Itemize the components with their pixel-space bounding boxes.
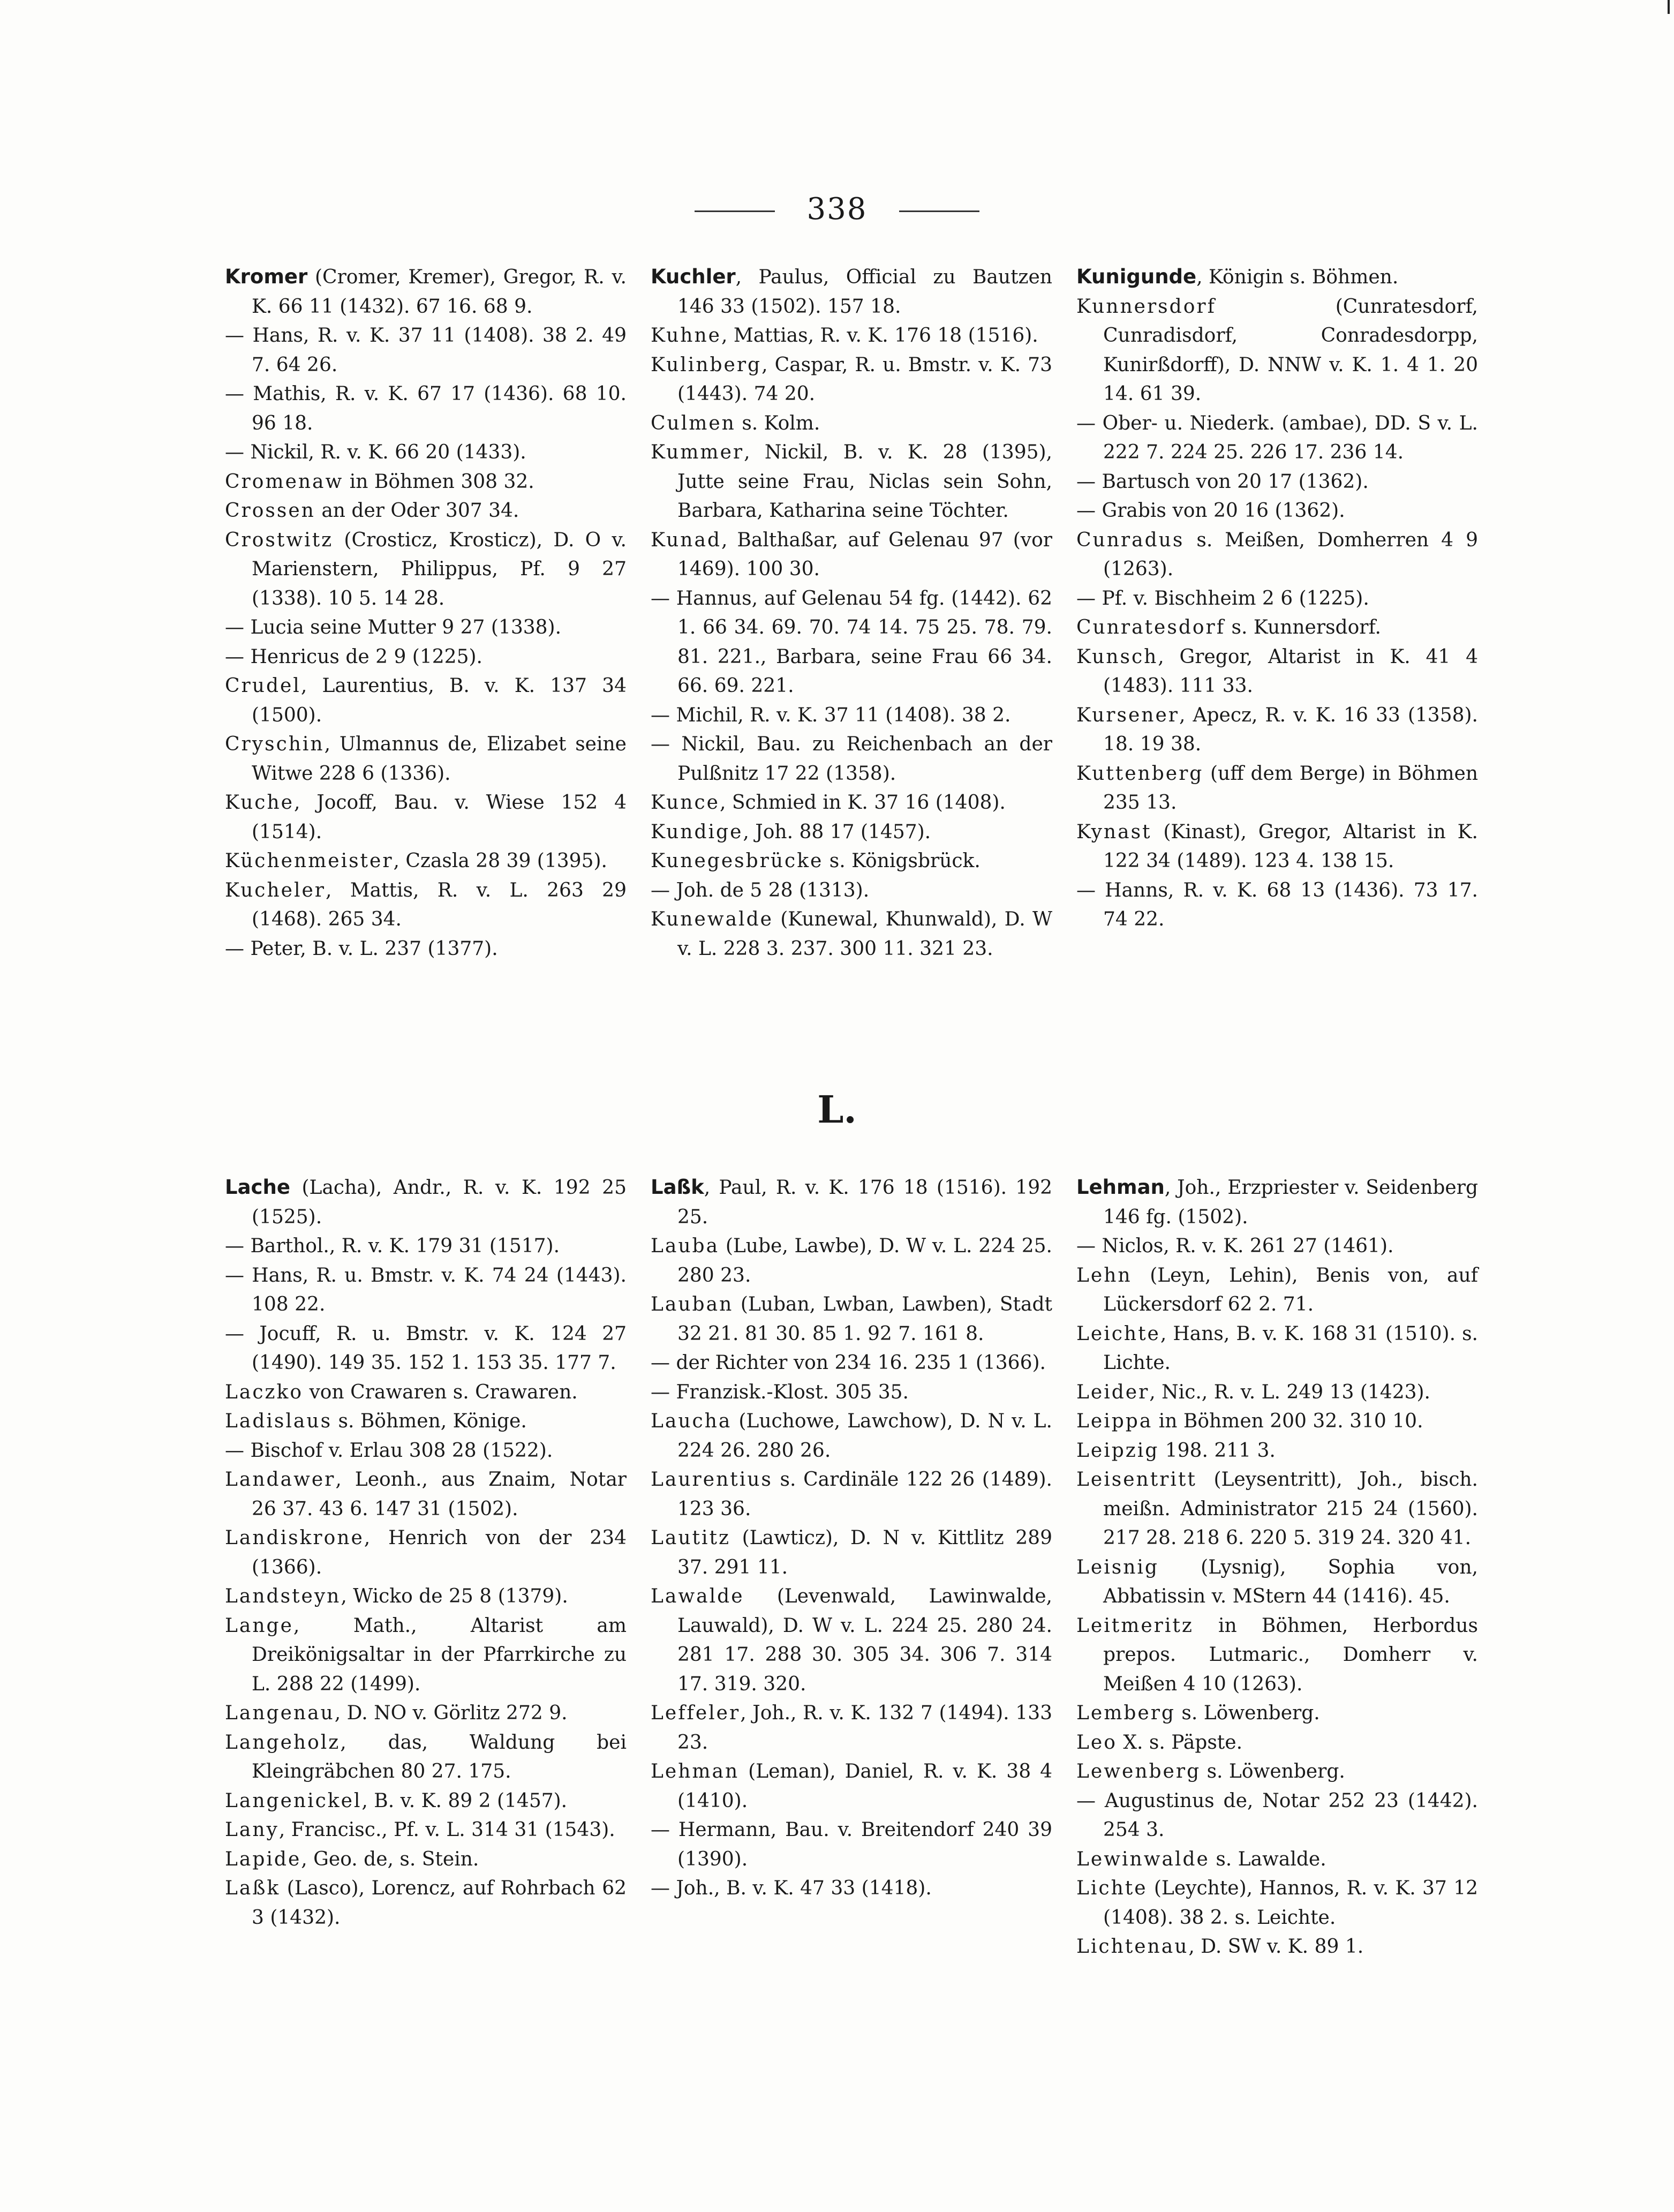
- index-entry-name: Lehn: [1076, 1264, 1132, 1286]
- index-entry: [225, 1699, 627, 1728]
- index-entry-text: — Jocuff, R. u. Bmstr. v. K. 124 27 (1490). 149 35. 152 1. 153 35. 177 7.: [225, 1322, 627, 1374]
- index-entry: [1076, 876, 1478, 935]
- index-entry: [651, 730, 1052, 788]
- index-entry-name: Kursener: [1076, 704, 1179, 726]
- index-entry: [225, 1173, 627, 1232]
- index-entry: [1076, 701, 1478, 759]
- index-entry-text: , Gregor, Altarist in K. 41 4 (1483). 111 33.: [1103, 645, 1478, 697]
- index-entry-text: (Lacha), Andr., R. v. K. 192 25 (1525).: [252, 1177, 627, 1228]
- index-entry-name: Kunad: [651, 529, 721, 551]
- index-entry: [1076, 1378, 1478, 1408]
- index-entry-name: Kucheler: [225, 879, 326, 901]
- index-entry-headword: Lehman: [1076, 1176, 1165, 1199]
- index-entry-text: s. Kunnersdorf.: [1225, 616, 1381, 638]
- index-entry-name: Lawalde: [651, 1585, 744, 1607]
- index-entry: [651, 409, 1052, 439]
- margin-tick: [1668, 0, 1670, 14]
- index-entry-text: s. Meißen, Domherren 4 9 (1263).: [1103, 529, 1478, 580]
- index-entry-text: — Peter, B. v. L. 237 (1377).: [225, 937, 498, 960]
- index-entry-name: Leippa: [1076, 1410, 1153, 1432]
- index-entry-name: Kynast: [1076, 821, 1152, 843]
- index-entry-name: Kuche: [225, 792, 294, 814]
- index-entry: [225, 321, 627, 380]
- index-entry-text: in Böhmen 308 32.: [343, 470, 534, 493]
- index-entry-name: Leisnig: [1076, 1556, 1159, 1578]
- index-entry-name: Kunnersdorf: [1076, 295, 1216, 318]
- index-entry-text: — Nickil, R. v. K. 66 20 (1433).: [225, 441, 526, 463]
- index-entry-text: , das, Waldung bei Kleingräbchen 80 27. 175.: [252, 1731, 627, 1782]
- index-column-2: [651, 262, 1052, 964]
- index-column-3: [1076, 262, 1478, 964]
- index-entry-text: — Hannus, auf Gelenau 54 fg. (1442). 62 1. 66 34. 69. 70. 74 14. 75 25. 78. 79. 81. 221., Barbara, seine Frau 66 34. 66. 69. 221.: [651, 587, 1052, 697]
- index-entry: [651, 1378, 1052, 1408]
- index-entry-name: Crudel: [225, 675, 301, 697]
- index-entry: [1076, 613, 1478, 643]
- index-entry: [651, 1874, 1052, 1903]
- index-entry: [1076, 1232, 1478, 1261]
- index-entry-text: (Lube, Lawbe), D. W v. L. 224 25. 280 23.: [677, 1235, 1052, 1286]
- index-entry: [225, 613, 627, 643]
- index-column-1: [225, 262, 627, 964]
- index-entry-text: — Michil, R. v. K. 37 11 (1408). 38 2.: [651, 704, 1011, 726]
- bottom-index-block: [225, 1173, 1478, 1962]
- index-entry-headword: Kuchler: [651, 265, 736, 288]
- index-entry-name: Landsteyn: [225, 1585, 341, 1607]
- index-entry-text: — Hans, R. u. Bmstr. v. K. 74 24 (1443). 108 22.: [225, 1264, 627, 1315]
- index-entry: [1076, 1699, 1478, 1728]
- index-entry: [651, 1465, 1052, 1524]
- index-entry: [225, 1320, 627, 1378]
- index-entry-text: — Hans, R. v. K. 37 11 (1408). 38 2. 49 7. 64 26.: [225, 325, 627, 376]
- index-entry: [225, 876, 627, 935]
- index-entry-text: , Caspar, R. u. Bmstr. v. K. 73 (1443). 74 20.: [677, 353, 1052, 405]
- index-entry-text: , Königin s. Böhmen.: [1196, 266, 1399, 288]
- index-entry-name: Lapide: [225, 1848, 301, 1870]
- index-column-4: [225, 1173, 627, 1962]
- index-entry: [1076, 262, 1478, 292]
- index-entry: [1076, 409, 1478, 468]
- index-entry: [1076, 1173, 1478, 1232]
- index-entry-text: — Pf. v. Bischheim 2 6 (1225).: [1076, 587, 1369, 610]
- index-entry: [651, 847, 1052, 876]
- index-entry-name: Crossen: [225, 500, 315, 522]
- index-entry-name: Lautitz: [651, 1527, 730, 1549]
- index-entry-text: , Geo. de, s. Stein.: [301, 1848, 479, 1870]
- index-entry-text: , Joh., R. v. K. 132 7 (1494). 133 23.: [677, 1702, 1052, 1754]
- index-entry-name: Kunewalde: [651, 908, 773, 930]
- index-entry-text: — Hermann, Bau. v. Breitendorf 240 39 (1390).: [651, 1819, 1052, 1870]
- index-entry-text: (Kinast), Gregor, Altarist in K. 122 34 (1489). 123 4. 138 15.: [1103, 821, 1478, 872]
- index-entry: [225, 788, 627, 847]
- index-entry: [651, 876, 1052, 906]
- index-entry-text: (Luban, Lwban, Lawben), Stadt 32 21. 81 30. 85 1. 92 7. 161 8.: [677, 1293, 1052, 1345]
- index-entry-text: , Leonh., aus Znaim, Notar 26 37. 43 6. 147 31 (1502).: [252, 1469, 627, 1520]
- index-entry-name: Kundige: [651, 821, 743, 843]
- index-entry: [225, 1465, 627, 1524]
- letter-section-heading: L.: [817, 1087, 857, 1132]
- index-entry-name: Kulinberg: [651, 353, 762, 376]
- index-entry: [225, 643, 627, 672]
- index-entry: [1076, 1757, 1478, 1787]
- index-entry: [651, 1757, 1052, 1816]
- index-entry: [651, 262, 1052, 321]
- index-entry-name: Lauba: [651, 1235, 720, 1257]
- index-entry: [651, 1349, 1052, 1378]
- index-entry: [225, 1261, 627, 1320]
- index-entry: [1076, 1787, 1478, 1845]
- index-entry-text: , D. SW v. K. 89 1.: [1188, 1936, 1364, 1958]
- index-entry: [651, 351, 1052, 409]
- page-number-rule-right: [899, 210, 979, 212]
- page-number-text: 338: [806, 192, 868, 227]
- index-entry: [225, 496, 627, 526]
- index-entry: [1076, 1845, 1478, 1875]
- index-entry: [651, 818, 1052, 847]
- index-entry-text: , Joh. 88 17 (1457).: [743, 821, 931, 843]
- index-entry-text: , Hans, B. v. K. 168 31 (1510). s. Lichte.: [1103, 1322, 1478, 1374]
- index-entry-name: Leitmeritz: [1076, 1614, 1194, 1637]
- index-entry-text: an der Oder 307 34.: [315, 500, 519, 522]
- index-entry-text: , Paulus, Official zu Bautzen 146 33 (1502). 157 18.: [677, 266, 1052, 318]
- index-entry-text: (Lawticz), D. N v. Kittlitz 289 37. 291 11.: [677, 1527, 1052, 1578]
- index-entry-text: , Balthaßar, auf Gelenau 97 (vor 1469). 100 30.: [677, 529, 1052, 580]
- index-entry-name: Landawer: [225, 1469, 336, 1491]
- index-entry-name: Leffeler: [651, 1702, 741, 1724]
- index-entry-name: Leichte: [1076, 1322, 1160, 1345]
- index-entry-text: , Mattis, R. v. L. 263 29 (1468). 265 34.: [252, 879, 627, 930]
- index-entry: [225, 1845, 627, 1875]
- index-entry-text: — Bischof v. Erlau 308 28 (1522).: [225, 1439, 553, 1462]
- index-entry-text: — Niclos, R. v. K. 261 27 (1461).: [1076, 1235, 1394, 1257]
- index-entry: [225, 730, 627, 788]
- index-entry-text: — Nickil, Bau. zu Reichenbach an der Pulßnitz 17 22 (1358).: [651, 733, 1052, 785]
- index-entry: [225, 1407, 627, 1436]
- index-column-6: [1076, 1173, 1478, 1962]
- index-entry-name: Lichtenau: [1076, 1936, 1189, 1958]
- index-entry: [1076, 1320, 1478, 1378]
- index-entry: [225, 1436, 627, 1466]
- index-entry: [225, 847, 627, 876]
- index-entry-text: s. Böhmen, Könige.: [332, 1410, 527, 1432]
- index-entry-text: , Apecz, R. v. K. 16 33 (1358). 18. 19 38.: [1103, 704, 1478, 755]
- index-entry-name: Leo: [1076, 1731, 1117, 1754]
- index-entry-name: Leider: [1076, 1381, 1150, 1403]
- index-entry-name: Lewenberg: [1076, 1760, 1201, 1782]
- index-entry-text: , Francisc., Pf. v. L. 314 31 (1543).: [278, 1819, 615, 1841]
- index-entry: [651, 1290, 1052, 1349]
- index-entry-text: — Augustinus de, Notar 252 23 (1442). 254 3.: [1076, 1789, 1478, 1841]
- index-entry: [651, 526, 1052, 584]
- index-entry-text: , D. NO v. Görlitz 272 9.: [334, 1702, 568, 1724]
- index-entry-name: Laucha: [651, 1410, 732, 1432]
- index-entry-name: Laurentius: [651, 1469, 773, 1491]
- index-entry-text: (Cromer, Kremer), Gregor, R. v. K. 66 11 (1432). 67 16. 68 9.: [252, 266, 627, 318]
- index-entry: [225, 380, 627, 438]
- index-entry-name: Kunsch: [1076, 645, 1158, 668]
- top-index-block: [225, 262, 1478, 964]
- index-entry: [225, 262, 627, 321]
- index-entry-text: (Cunratesdorf, Cunradisdorf, Conradesdorpp, Kunirßdorff), D. NNW v. K. 1. 4 1. 20 14. 61 39.: [1103, 295, 1478, 405]
- index-entry: [225, 438, 627, 468]
- index-entry-name: Lemberg: [1076, 1702, 1175, 1724]
- index-entry-headword: Lache: [225, 1176, 290, 1199]
- index-entry-text: , B. v. K. 89 2 (1457).: [361, 1789, 568, 1812]
- index-entry-text: (Levenwald, Lawinwalde, Lauwald), D. W v. L. 224 25. 280 24. 281 17. 288 30. 305 34. 306 7. 314 17. 319. 320.: [677, 1585, 1052, 1695]
- index-entry: [225, 672, 627, 730]
- index-entry-text: (Crosticz, Krosticz), D. O v. Marienstern, Philippus, Pf. 9 27 (1338). 10 5. 14 28.: [252, 529, 627, 610]
- index-entry-text: — Bartusch von 20 17 (1362).: [1076, 470, 1369, 493]
- index-entry-text: (Lysnig), Sophia von, Abbatissin v. MStern 44 (1416). 45.: [1103, 1556, 1478, 1607]
- index-entry-name: Langenickel: [225, 1789, 362, 1812]
- index-entry-text: (Leyn, Lehin), Benis von, auf Lückersdorf 62 2. 71.: [1103, 1264, 1478, 1315]
- index-entry-text: — Henricus de 2 9 (1225).: [225, 645, 482, 668]
- index-entry: [1076, 468, 1478, 497]
- index-entry: [225, 1582, 627, 1612]
- index-entry-name: Kunegesbrücke: [651, 850, 824, 872]
- index-entry-text: , Henrich von der 234 (1366).: [252, 1527, 627, 1578]
- index-entry: [651, 1524, 1052, 1582]
- index-entry: [225, 1874, 627, 1932]
- index-entry: [1076, 1728, 1478, 1758]
- index-entry: [225, 935, 627, 964]
- index-entry-name: Laßk: [225, 1877, 281, 1899]
- index-entry: [1076, 1612, 1478, 1699]
- index-entry: [225, 1728, 627, 1787]
- index-entry-name: Leisentritt: [1076, 1469, 1197, 1491]
- index-entry-name: Lewinwalde: [1076, 1848, 1210, 1870]
- index-entry-name: Küchenmeister: [225, 850, 394, 872]
- index-entry-name: Laczko: [225, 1381, 303, 1403]
- index-entry-text: — Franzisk.-Klost. 305 35.: [651, 1381, 909, 1403]
- index-entry: [225, 1232, 627, 1261]
- index-entry-text: von Crawaren s. Crawaren.: [303, 1381, 578, 1403]
- index-entry: [1076, 1874, 1478, 1932]
- index-entry-name: Lauban: [651, 1293, 734, 1315]
- index-entry-name: Lichte: [1076, 1877, 1148, 1899]
- index-entry: [651, 438, 1052, 526]
- index-entry-text: — der Richter von 234 16. 235 1 (1366).: [651, 1352, 1046, 1374]
- index-entry: [651, 321, 1052, 351]
- index-entry-text: X. s. Päpste.: [1117, 1731, 1243, 1754]
- index-entry-text: — Ober- u. Niederk. (ambae), DD. S v. L. 222 7. 224 25. 226 17. 236 14.: [1076, 412, 1478, 463]
- index-entry-name: Langenau: [225, 1702, 335, 1724]
- index-column-5: [651, 1173, 1052, 1962]
- index-entry: [651, 1816, 1052, 1874]
- index-entry-name: Cryschin: [225, 733, 325, 755]
- index-entry: [225, 468, 627, 497]
- index-entry: [651, 1407, 1052, 1465]
- index-entry-text: in Böhmen 200 32. 310 10.: [1152, 1410, 1423, 1432]
- index-entry-headword: Laßk: [651, 1176, 704, 1199]
- index-entry: [1076, 1436, 1478, 1466]
- index-entry-text: — Lucia seine Mutter 9 27 (1338).: [225, 616, 562, 638]
- index-entry-name: Kuhne: [651, 325, 721, 347]
- index-entry-name: Langeholz: [225, 1731, 341, 1754]
- index-entry-name: Cunratesdorf: [1076, 616, 1226, 638]
- index-entry-text: — Barthol., R. v. K. 179 31 (1517).: [225, 1235, 560, 1257]
- index-entry: [1076, 1465, 1478, 1553]
- index-entry-name: Cunradus: [1076, 529, 1185, 551]
- index-entry-text: , Laurentius, B. v. K. 137 34 (1500).: [252, 675, 627, 726]
- index-entry-text: (Lasco), Lorencz, auf Rohrbach 62 3 (1432).: [252, 1877, 627, 1929]
- index-entry: [651, 701, 1052, 731]
- index-entry-text: in Böhmen, Herbordus prepos. Lutmaric., Domherr v. Meißen 4 10 (1263).: [1103, 1614, 1478, 1695]
- index-entry-text: (uff dem Berge) in Böhmen 235 13.: [1103, 762, 1478, 814]
- index-entry-text: s. Löwenberg.: [1201, 1760, 1345, 1782]
- index-entry: [1076, 526, 1478, 584]
- index-entry: [1076, 496, 1478, 526]
- index-entry-text: , Jocoff, Bau. v. Wiese 152 4 (1514).: [252, 792, 627, 843]
- index-entry-name: Leipzig: [1076, 1439, 1159, 1462]
- index-entry: [225, 1378, 627, 1408]
- index-entry: [1076, 1261, 1478, 1320]
- index-entry-name: Kummer: [651, 441, 744, 463]
- index-entry-name: Ladislaus: [225, 1410, 333, 1432]
- index-entry: [1076, 584, 1478, 614]
- index-entry: [651, 788, 1052, 818]
- index-entry: [1076, 643, 1478, 701]
- index-entry: [651, 1582, 1052, 1699]
- index-entry-text: , Czasla 28 39 (1395).: [393, 850, 607, 872]
- index-entry-text: , Schmied in K. 37 16 (1408).: [719, 792, 1006, 814]
- index-entry-name: Landiskrone: [225, 1527, 364, 1549]
- index-entry-name: Lange: [225, 1614, 293, 1637]
- index-entry: [1076, 759, 1478, 818]
- index-entry-name: Lany: [225, 1819, 279, 1841]
- index-entry: [651, 1232, 1052, 1290]
- index-entry-text: , Wicko de 25 8 (1379).: [341, 1585, 568, 1607]
- index-entry: [1076, 818, 1478, 876]
- index-entry: [1076, 1553, 1478, 1612]
- page-number-rule-left: [695, 210, 775, 212]
- index-entry-text: , Joh., Erzpriester v. Seidenberg 146 fg. (1502).: [1103, 1177, 1478, 1228]
- index-entry-text: s. Cardinäle 122 26 (1489). 123 36.: [677, 1469, 1052, 1520]
- index-entry-text: — Hanns, R. v. K. 68 13 (1436). 73 17. 74 22.: [1076, 879, 1478, 930]
- page-number: [0, 192, 1674, 227]
- index-entry-text: (Leman), Daniel, R. v. K. 38 4 (1410).: [677, 1760, 1052, 1812]
- index-entry-text: (Leychte), Hannos, R. v. K. 37 12 (1408). 38 2. s. Leichte.: [1103, 1877, 1478, 1929]
- index-entry: [225, 1524, 627, 1582]
- index-entry-name: Lehman: [651, 1760, 740, 1782]
- index-entry-text: — Mathis, R. v. K. 67 17 (1436). 68 10. 96 18.: [225, 383, 627, 434]
- index-entry: [225, 526, 627, 614]
- index-entry: [225, 1787, 627, 1816]
- index-entry-headword: Kunigunde: [1076, 265, 1197, 288]
- index-entry-text: — Joh., B. v. K. 47 33 (1418).: [651, 1877, 932, 1899]
- index-entry-text: — Grabis von 20 16 (1362).: [1076, 500, 1345, 522]
- index-entry: [651, 1173, 1052, 1232]
- index-entry: [1076, 1407, 1478, 1436]
- index-entry-text: (Luchowe, Lawchow), D. N v. L. 224 26. 280 26.: [677, 1410, 1052, 1462]
- index-entry-headword: Kromer: [225, 265, 308, 288]
- index-entry-text: 198. 211 3.: [1159, 1439, 1276, 1462]
- index-entry-text: , Mattias, R. v. K. 176 18 (1516).: [721, 325, 1038, 347]
- index-entry-text: , Math., Altarist am Dreikönigsaltar in der Pfarrkirche zu L. 288 22 (1499).: [252, 1614, 627, 1695]
- index-entry-text: — Joh. de 5 28 (1313).: [651, 879, 870, 901]
- index-entry-text: (Leysentritt), Joh., bisch. meißn. Administrator 215 24 (1560). 217 28. 218 6. 220 5. 319 24. 320 41.: [1103, 1469, 1478, 1549]
- index-entry: [1076, 292, 1478, 409]
- index-entry-text: s. Kolm.: [735, 412, 820, 434]
- index-entry-text: , Nic., R. v. L. 249 13 (1423).: [1149, 1381, 1430, 1403]
- index-entry-text: , Paul, R. v. K. 176 18 (1516). 192 25.: [677, 1177, 1052, 1228]
- index-entry: [651, 905, 1052, 964]
- index-entry-text: , Nickil, B. v. K. 28 (1395), Jutte seine Frau, Niclas sein Sohn, Barbara, Katharina seine Töchter.: [677, 441, 1052, 522]
- index-entry-name: Crostwitz: [225, 529, 334, 551]
- index-entry-text: (Kunewal, Khunwald), D. W v. L. 228 3. 237. 300 11. 321 23.: [677, 908, 1052, 960]
- index-entry-text: s. Löwenberg.: [1175, 1702, 1320, 1724]
- index-entry-text: s. Königsbrück.: [823, 850, 981, 872]
- index-entry-name: Kuttenberg: [1076, 762, 1204, 785]
- index-entry: [651, 1699, 1052, 1757]
- index-entry-name: Kunce: [651, 792, 720, 814]
- index-entry-text: , Ulmannus de, Elizabet seine Witwe 228 6 (1336).: [252, 733, 627, 785]
- index-entry: [1076, 1932, 1478, 1962]
- index-entry-text: s. Lawalde.: [1209, 1848, 1326, 1870]
- index-entry: [225, 1816, 627, 1845]
- index-entry: [225, 1612, 627, 1699]
- index-entry-name: Culmen: [651, 412, 736, 434]
- index-entry-name: Cromenaw: [225, 470, 344, 493]
- index-entry: [651, 584, 1052, 701]
